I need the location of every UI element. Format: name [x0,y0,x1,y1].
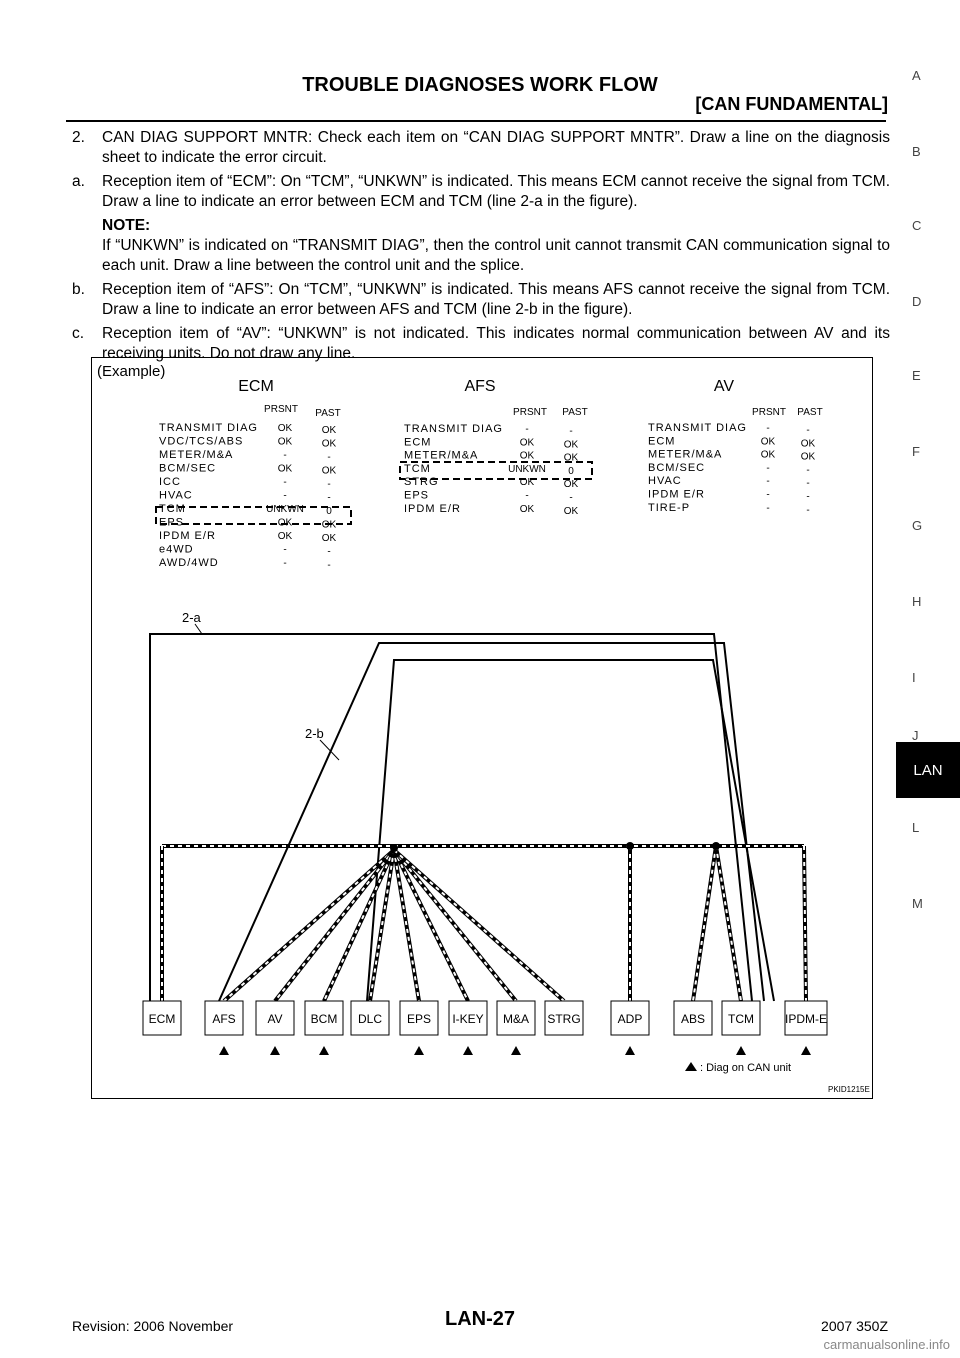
can-wire-dash [394,850,564,1001]
av-row-label: METER/M&A [648,448,723,461]
ecm-row-past: OK [321,438,337,450]
diag-triangle-icon [736,1046,746,1055]
unit-abs [674,1001,712,1035]
av-row-prsnt: - [766,462,770,474]
afs-row-label: STRG [404,476,439,489]
av-row-prsnt: - [766,502,770,514]
unit-m-a [497,1001,535,1035]
can-wire [716,846,741,1001]
side-index-b[interactable]: B [912,144,921,159]
ecm-row-label: BCM/SEC [159,462,217,475]
ecm-row-prsnt: - [283,490,287,502]
side-index-i[interactable]: I [912,670,916,685]
unit-bcm [305,1001,343,1035]
diag-triangle-icon [511,1046,521,1055]
afs-prsnt-header: PRSNT [513,407,547,418]
unit-label: STRG [547,1012,581,1026]
unit-adp [611,1001,649,1035]
unit-label: M&A [502,1012,530,1026]
av-row-past: OK [800,438,816,450]
line-2a-label: 2-a [182,610,201,625]
afs-row-past: OK [563,439,579,451]
unit-label: IPDM-E [785,1012,827,1026]
ecm-row-past: - [327,546,331,558]
header-rule [66,120,886,122]
ecm-row-prsnt: OK [277,423,293,434]
afs-row-label: TRANSMIT DIAG [404,423,503,435]
ecm-row-prsnt: OK [277,463,293,475]
side-index-a[interactable]: A [912,68,921,83]
ecm-row-past: - [327,452,331,463]
av-row-past: - [806,478,810,490]
diag-triangle-icon [801,1046,811,1055]
diag-triangle-icon [463,1046,473,1055]
afs-row-label: TCM [404,462,431,475]
side-index-g[interactable]: G [912,518,923,533]
av-row-prsnt: OK [760,449,776,461]
ecm-row-label: AWD/4WD [159,557,219,569]
afs-row-prsnt: OK [519,437,535,449]
side-index-lan[interactable]: LAN [896,742,960,798]
bus-splice-dot [712,842,720,850]
can-diagram [92,358,872,1098]
av-row-prsnt: OK [760,436,776,448]
ecm-row-label: METER/M&A [159,449,234,461]
watermark: carmanualsonline.info [823,1337,950,1352]
afs-row-past: OK [563,505,579,517]
ecm-row-prsnt: OK [277,436,293,448]
ecm-row-label: TRANSMIT DIAG [159,422,258,434]
step-2c: c. Reception item of “AV”: “UNKWN” is not indicated. This indicates normal communication between AV and its receiving units. Do not draw any line. [72,325,890,362]
av-table-title: AV [713,378,735,395]
ecm-row-prsnt: OK [277,531,293,542]
unit-av [256,1001,294,1035]
ecm-row-past: OK [321,519,337,531]
unit-ipdm-e [785,1001,827,1035]
diag-triangle-icon [270,1046,280,1055]
av-row-past: - [806,491,810,503]
ecm-row-label: TCM [159,503,186,515]
av-row-label: BCM/SEC [648,461,706,474]
ecm-row-label: e4WD [159,543,194,556]
diag-triangle-icon [219,1046,229,1055]
afs-row-past: OK [563,452,579,464]
ecm-row-label: ICC [159,476,181,488]
av-row-prsnt: - [766,423,770,434]
ecm-row-past: - [327,492,331,504]
footer-revision: Revision: 2006 November [72,1318,234,1334]
afs-row-prsnt: OK [519,503,535,515]
control-units [143,1001,827,1035]
unit-label: ECM [148,1012,176,1026]
unit-eps [400,1001,438,1035]
page-title: TROUBLE DIAGNOSES WORK FLOW [302,74,658,96]
ecm-row-label: IPDM E/R [159,530,216,542]
av-row-prsnt: - [766,476,770,488]
legend-text: : Diag on CAN unit [700,1062,792,1074]
figure-code: PKID1215E [828,1085,870,1094]
av-row-past: OK [800,451,816,463]
ecm-row-prsnt: - [283,450,287,461]
legend-triangle-icon [685,1062,697,1071]
note [102,216,890,276]
can-bus [162,842,806,1001]
ecm-row-past: 0 [326,506,332,517]
ecm-row-prsnt: - [283,558,287,569]
av-row-past: - [806,425,810,436]
unit-ecm [143,1001,181,1035]
av-past-header: PAST [797,407,823,418]
ecm-table [159,422,337,571]
unit-label: I-KEY [452,1012,484,1026]
ecm-row-past: OK [321,533,337,544]
unit-label: EPS [406,1012,432,1026]
step-2b: b. Reception item of “AFS”: On “TCM”, “UNKWN” is indicated. This means AFS cannot receive the signal from TCM. Draw a line to indicate an error between AFS and TCM (line 2-b in the figure). [72,281,890,318]
unit-i-key [449,1001,487,1035]
afs-row-past: OK [563,479,579,491]
example-label: (Example) [97,363,166,380]
page-number: LAN-27 [444,1308,515,1330]
unit-label: ABS [680,1012,706,1026]
ecm-row-prsnt: - [283,477,287,488]
error-line-2a [150,634,752,1001]
afs-row-label: METER/M&A [404,449,479,462]
bus-splice-dot [390,844,398,852]
afs-row-label: IPDM E/R [404,502,461,515]
unit-label: DLC [357,1012,383,1026]
ecm-row-past: OK [321,465,337,477]
afs-row-prsnt: - [525,424,529,435]
diag-triangle-icon [625,1046,635,1055]
note-label: NOTE: [102,217,151,234]
side-index-m[interactable]: M [912,896,923,911]
unit-dlc [351,1001,389,1035]
ecm-row-label: EPS [159,516,185,529]
ecm-row-label: HVAC [159,489,193,502]
afs-row-label: EPS [404,489,430,502]
ecm-row-prsnt: OK [277,517,293,529]
afs-row-prsnt: - [525,490,529,502]
ecm-row-prsnt: UNKWN [266,504,304,515]
unit-label: AV [267,1012,283,1026]
afs-row-prsnt: UNKWN [508,463,546,475]
afs-table [404,423,579,517]
diag-triangle-icon [414,1046,424,1055]
afs-row-prsnt: OK [519,477,535,489]
av-row-past: - [806,504,810,516]
ecm-row-past: - [327,479,331,490]
note-text: If “UNKWN” is indicated on “TRANSMIT DIAG”, then the control unit cannot transmit CAN communication signal to each unit. Draw a line between the control unit and the splice. [102,237,890,274]
afs-row-past: 0 [568,465,574,477]
error-line-2b-inner [367,660,774,1001]
afs-past-header: PAST [562,407,588,418]
side-index-d[interactable]: D [912,294,922,309]
av-row-label: TRANSMIT DIAG [648,422,747,434]
av-row-label: HVAC [648,475,682,488]
ecm-table-title: ECM [238,378,274,395]
footer-model: 2007 350Z [821,1318,888,1334]
side-index-f[interactable]: F [912,444,920,459]
afs-row-label: ECM [404,436,432,449]
av-table [648,422,816,516]
unit-tcm [722,1001,760,1035]
side-index-c[interactable]: C [912,218,922,233]
av-row-past: - [806,464,810,476]
line-2b-label: 2-b [305,726,324,741]
ecm-row-past: - [327,560,331,571]
ecm-row-past: OK [321,425,337,436]
afs-table-title: AFS [464,378,496,395]
afs-row-prsnt: OK [519,450,535,462]
unit-label: BCM [310,1012,338,1026]
unit-label: TCM [728,1012,754,1026]
can-diagram-figure [91,357,873,1099]
line-2b-leader [320,740,339,760]
can-wire [693,846,716,1001]
step-2a: a. Reception item of “ECM”: On “TCM”, “UNKWN” is indicated. This means ECM cannot receive the signal from TCM. Draw a line to indicate an error between ECM and TCM (line 2-a in the figure). [72,173,890,210]
ecm-row-label: VDC/TCS/ABS [159,435,244,448]
diag-triangle-icon [319,1046,329,1055]
step-2: 2. CAN DIAG SUPPORT MNTR: Check each item on “CAN DIAG SUPPORT MNTR”. Draw a line on the diagnosis sheet to indicate the error circuit. [72,129,890,166]
error-line-2b-outer [219,643,764,1001]
section-subtitle: [CAN FUNDAMENTAL] [695,94,888,114]
line-2a-leader [195,624,202,634]
ecm-prsnt-header: PRSNT [264,404,298,415]
side-index-h[interactable]: H [912,594,922,609]
av-row-label: ECM [648,435,676,448]
diag-markers [219,1046,811,1055]
ecm-past-header: PAST [315,408,341,419]
av-row-label: IPDM E/R [648,488,705,501]
bus-splice-dot [626,842,634,850]
side-index-l[interactable]: L [912,820,920,835]
body-text [72,128,890,368]
av-prsnt-header: PRSNT [752,407,786,418]
av-row-prsnt: - [766,489,770,501]
side-index-e[interactable]: E [912,368,921,383]
unit-strg [545,1001,583,1035]
unit-label: ADP [617,1012,643,1026]
unit-afs [205,1001,243,1035]
afs-row-past: - [569,426,573,437]
afs-row-past: - [569,492,573,504]
unit-label: AFS [212,1012,236,1026]
side-index-j[interactable]: J [912,728,919,743]
av-row-label: TIRE-P [648,501,691,514]
ecm-row-prsnt: - [283,544,287,556]
